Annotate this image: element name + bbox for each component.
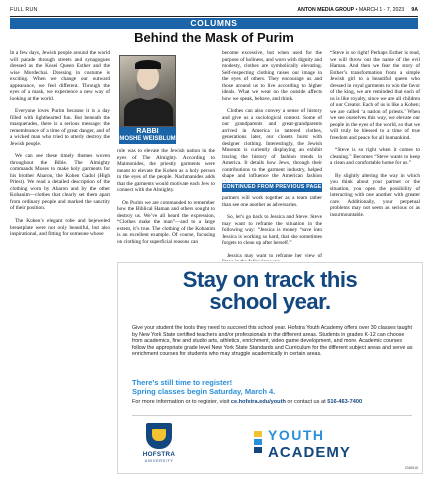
- page-number: 9A: [411, 7, 418, 13]
- hofstra-name: HOFSTRA: [142, 451, 176, 458]
- article-column-3: [222, 50, 322, 181]
- hofstra-logo: [136, 423, 180, 467]
- contact-url-link[interactable]: ce.hofstra.edu/youth: [230, 399, 286, 405]
- paragraph: By slightly altering the way in which you think about your partner or the situation, you open the possibility of interacting with one another with greater care. Additionally, your perpetual problems may not seem as serious or as insurmountable.: [330, 172, 420, 218]
- article-headline: Behind the Mask of Purim: [134, 30, 294, 45]
- ad-reference-number: 2366518: [404, 466, 418, 470]
- bars-icon: [254, 431, 264, 461]
- contact-prefix: For more information or to register, visit: [132, 399, 231, 405]
- article-column-3-continued: [222, 195, 322, 261]
- author-name: MOSHE WEISBLUM: [119, 136, 176, 142]
- bullet-separator: •: [355, 7, 359, 13]
- paragraph: partners will work together as a team rather than see one another as adversaries.: [222, 195, 322, 208]
- paragraph: Jessica may want to reframe her view of: [227, 252, 322, 259]
- ad-body-text: Give your student the tools they need to succeed this school year. Hofstra Youth Academy offers over 30 classes taught by New York State certified teachers and/or professionals in the different areas. Students in grades K-12 can choose from academics, fine and studio arts, athletics, enrichment, video game development, and more. Academic courses follow the appropriate grade level New York State Standards and Curriculum for the different subject areas and serve as enrichment courses for students who may struggle academically in certain areas.: [132, 325, 413, 358]
- page-header: [10, 5, 418, 15]
- paragraph: role was to elevate the Jewish nation in the eyes of The Almighty. According to Maimonides, the priestly garments were meant to elevate the Kohen as a holy person in the eyes of the people. Nachmanides adds that the garments would motivate each Jew to connect with the Almighty.: [117, 148, 215, 193]
- paragraph: So, let’s go back to Jessica and Steve. Steve may want to reframe the situation in the following way: “Jessica is money “save into Jessica is working so hard, that she sometimes forgets to clean up after herself.”: [222, 214, 322, 247]
- paragraph: The Kohen’s elegant robe and bejeweled breastplate were not only beautiful, but also inspirational, and fitting for someone whose: [10, 218, 110, 238]
- paragraph: become excessive, but when used for the purpose of holiness, and worn with dignity and modesty, clothes are symbolically elevating. Self-respecting clothing raises our image in the eyes of others. They encourage us and those around us to live according to higher ideals. What we wear on the outside affects how we speak, behave, and think.: [222, 50, 322, 102]
- hofstra-youth-academy-ad[interactable]: [117, 262, 423, 474]
- paragraph: In a few days, Jewish people around the world will parade through streets and synagogues dressed as the Kosei Queen Esther and the wise Mordechai. Dressing in costume is exciting. When we change our outward appearance, we feel different. Through the eyes of a mask, we experience a new way of looking at the world.: [10, 50, 110, 102]
- paragraph: Clothes can also convey a sense of history and give us a sociological context. Some of our grandparents and great-grandparents arrived in America in tattered clothes, generations later, our closets burst with designer clothing. Interestingly, the Jewish Museum is currently displaying an exhibit tracing the history of fashion trends in America. It details how Jews, through their contributions to the garment industry, helped shape and influence the American fashion: [222, 108, 322, 180]
- ad-highlight: [132, 378, 414, 396]
- author-title: RABBI: [136, 128, 159, 135]
- header-divider: [10, 16, 418, 17]
- article-column-4: [330, 50, 420, 260]
- section-banner: COLUMNS: [10, 18, 418, 29]
- ad-highlight-line-1: There’s still time to register!: [132, 378, 233, 387]
- paragraph: Everyone loves Purim because it is a day filled with lighthearted fun. But beneath the masquerades, there is a serious message: the remembrance of a time of great danger, and of a wicked man who tried to utterly destroy the Jewish people.: [10, 108, 110, 147]
- publication-info: [297, 7, 418, 13]
- author-photo: [119, 55, 176, 127]
- paragraph: “Steve is so right! Perhaps Esther is read, we will throw out the name of the evil Haman. And then we fear the story of Esther’s transformation from a simple Jewish girl to a beautiful queen who dressed in royal garments to win the favor of the king, we are reminded that each of us is like royalty, since we are all children of our Creator. Each of us is like a Kohen; we are called ‘a nation of priests.’ When we see ourselves this way, we elevate our people in the eyes of the world, so that we will truly be blessed to a time of true freedom and peace for all humankind.: [330, 50, 420, 141]
- paragraph: On Purim we are commanded to remember how the Biblical Haman and others sought to destroy us. We’ve all heard the expression, “Clothes make the man”—and to a large extent, it’s true. The clothing of the Kohanim is an excellent example. Of course, focusing on clothing for superficial reasons can: [117, 199, 215, 245]
- paragraph: “Steve is so right when it comes to cleaning.” Becomes “Steve wants to keep a clean and comfortable home for us.”: [330, 147, 420, 167]
- publication-name: ANTON MEDIA GROUP: [297, 7, 355, 13]
- youth-word: YOUTH: [268, 427, 325, 443]
- author-caption: [119, 127, 176, 144]
- paragraph: We can see these timely themes woven throughout the Bible. The Almighty commands Moses to make holy garments for his brother Aharon, the Kohen Gadol (High Priest). We read a detailed description of the clothing worn by Aharon and by the other Kohanim—clothes that clearly set them apart from ordinary people and marked the sanctity of their position.: [10, 153, 110, 212]
- ad-headline: Stay on track this school year.: [182, 267, 358, 314]
- academy-word: ACADEMY: [268, 444, 351, 461]
- ad-contact-line: [132, 399, 414, 406]
- section-label: FULL RUN: [10, 7, 38, 13]
- contact-mid: or contact us at: [285, 399, 328, 405]
- continued-banner: CONTINUED FROM PREVIOUS PAGE: [222, 184, 322, 190]
- ad-divider: [132, 415, 412, 416]
- article-column-1: [10, 50, 110, 378]
- article-column-2: [117, 148, 215, 268]
- ad-highlight-line-2: Spring classes begin Saturday, March 4.: [132, 387, 276, 396]
- shield-icon: [146, 423, 172, 449]
- youth-academy-logo: [254, 427, 372, 463]
- issue-date: MARCH 1 - 7, 2023: [358, 7, 405, 13]
- hofstra-university-label: UNIVERSITY: [144, 459, 174, 463]
- contact-phone-link[interactable]: 516-463-7400: [327, 399, 363, 405]
